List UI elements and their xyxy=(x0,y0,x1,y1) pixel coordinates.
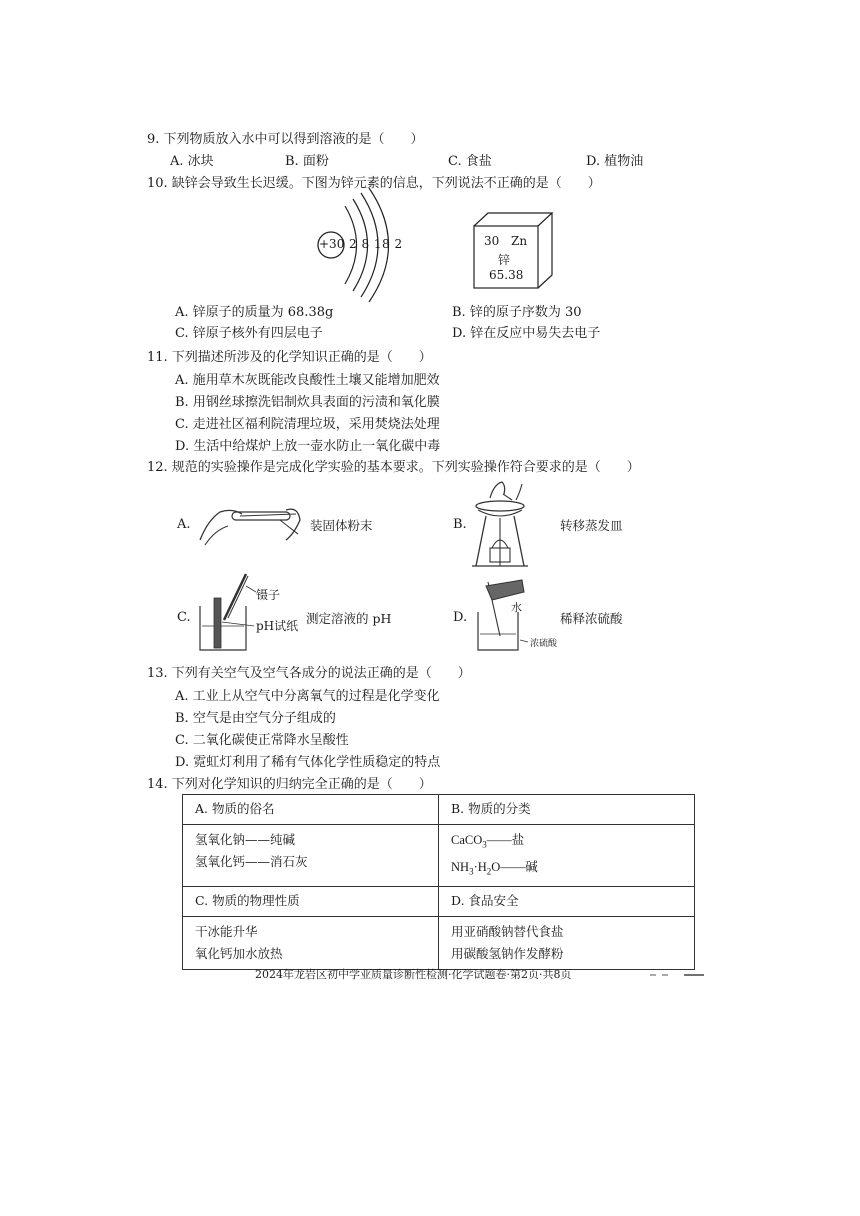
q10-option-c: C. 锌原子核外有四层电子 xyxy=(175,326,323,341)
q14-cell-d-head: D. 食品安全 xyxy=(439,887,695,917)
q14-a-line: 氢氧化钠——纯碱 xyxy=(195,832,296,847)
q14-c-line: 氧化钙加水放热 xyxy=(195,946,283,961)
q14-b-line-caco3: CaCO$_3$——盐 xyxy=(451,833,525,850)
q14-cell-c-head: C. 物质的物理性质 xyxy=(183,887,439,917)
q12-d-letter: D. xyxy=(453,610,468,625)
q12-a-letter: A. xyxy=(177,517,191,532)
q14-d-line: 用碳酸氢钠作发酵粉 xyxy=(451,946,564,961)
q9-stem: 9. 下列物质放入水中可以得到溶液的是（ ） xyxy=(147,132,424,147)
element-atomic-number: 30 xyxy=(484,234,500,248)
q12-c-caption: 测定溶液的 pH xyxy=(306,611,392,626)
q9-option-d: D. 植物油 xyxy=(586,154,644,169)
element-name: 锌 xyxy=(498,253,511,267)
q10-option-a: A. 锌原子的质量为 68.38g xyxy=(175,305,334,320)
q13-option-a: A. 工业上从空气中分离氧气的过程是化学变化 xyxy=(175,689,440,704)
q12-d-caption: 稀释浓硫酸 xyxy=(560,611,623,626)
q11-option-b: B. 用钢丝球擦洗铝制炊具表面的污渍和氧化膜 xyxy=(175,395,440,410)
q10-stem: 10. 缺锌会导致生长迟缓。下图为锌元素的信息，下列说法不正确的是（ ） xyxy=(147,176,601,191)
q14-summary-table xyxy=(182,794,695,970)
q13-option-d: D. 霓虹灯利用了稀有气体化学性质稳定的特点 xyxy=(175,755,441,770)
q11-option-a: A. 施用草木灰既能改良酸性土壤又能增加肥效 xyxy=(175,373,440,388)
q9-option-a: A. 冰块 xyxy=(170,154,214,169)
q12-a-caption: 装固体粉末 xyxy=(310,518,373,533)
q14-cell-a-head: A. 物质的俗名 xyxy=(183,795,439,825)
q9-option-b: B. 面粉 xyxy=(285,154,329,169)
q10-option-b: B. 锌的原子序数为 30 xyxy=(452,305,582,320)
q14-cell-d-body xyxy=(439,917,695,970)
q14-c-line: 干冰能升华 xyxy=(195,924,258,939)
q12-c-tweezers-label: 镊子 xyxy=(256,588,281,602)
q12-c-ph-paper-label: pH试纸 xyxy=(256,619,299,633)
q11-stem: 11. 下列描述所涉及的化学知识正确的是（ ） xyxy=(147,350,432,365)
q13-option-c: C. 二氧化碳使正常降水呈酸性 xyxy=(175,733,349,748)
q9-option-c: C. 食盐 xyxy=(448,154,492,169)
q13-option-b: B. 空气是由空气分子组成的 xyxy=(175,711,336,726)
footer-scan-marks-icon xyxy=(0,0,1,1)
q14-cell-c-body xyxy=(183,917,439,970)
q14-a-line: 氢氧化钙——消石灰 xyxy=(195,854,308,869)
element-atomic-mass: 65.38 xyxy=(489,268,524,282)
q14-cell-b-body xyxy=(439,825,695,887)
q12-b-caption: 转移蒸发皿 xyxy=(560,518,623,533)
element-symbol: Zn xyxy=(511,234,528,248)
q10-option-d: D. 锌在反应中易失去电子 xyxy=(452,326,601,341)
q14-cell-b-head: B. 物质的分类 xyxy=(439,795,695,825)
q14-stem: 14. 下列对化学知识的归纳完全正确的是（ ） xyxy=(147,777,432,792)
q12-d-water-label: 水 xyxy=(511,601,522,614)
q12-d-acid-label: 浓硫酸 xyxy=(530,639,558,649)
q14-b-line-ammonia: $NH_3\cdot H_2O——$碱 xyxy=(451,859,538,876)
atom-nucleus: +30 xyxy=(319,237,345,251)
page-footer: 2024年龙岩区初中学业质量诊断性检测·化学试题卷·第2页·共8页 xyxy=(255,968,572,981)
q11-option-d: D. 生活中给煤炉上放一壶水防止一氧化碳中毒 xyxy=(175,439,441,454)
q13-stem: 13. 下列有关空气及空气各成分的说法正确的是（ ） xyxy=(147,666,471,681)
q14-d-line: 用亚硝酸钠替代食盐 xyxy=(451,924,564,939)
atom-shell-electrons: 2 8 18 2 xyxy=(349,237,403,251)
q12-b-letter: B. xyxy=(453,517,467,532)
q12-c-letter: C. xyxy=(177,610,191,625)
q12-stem: 12. 规范的实验操作是完成化学实验的基本要求。下列实验操作符合要求的是（ ） xyxy=(147,460,640,475)
q14-cell-a-body xyxy=(183,825,439,887)
q11-option-c: C. 走进社区福利院清理垃圾，采用焚烧法处理 xyxy=(175,417,440,432)
